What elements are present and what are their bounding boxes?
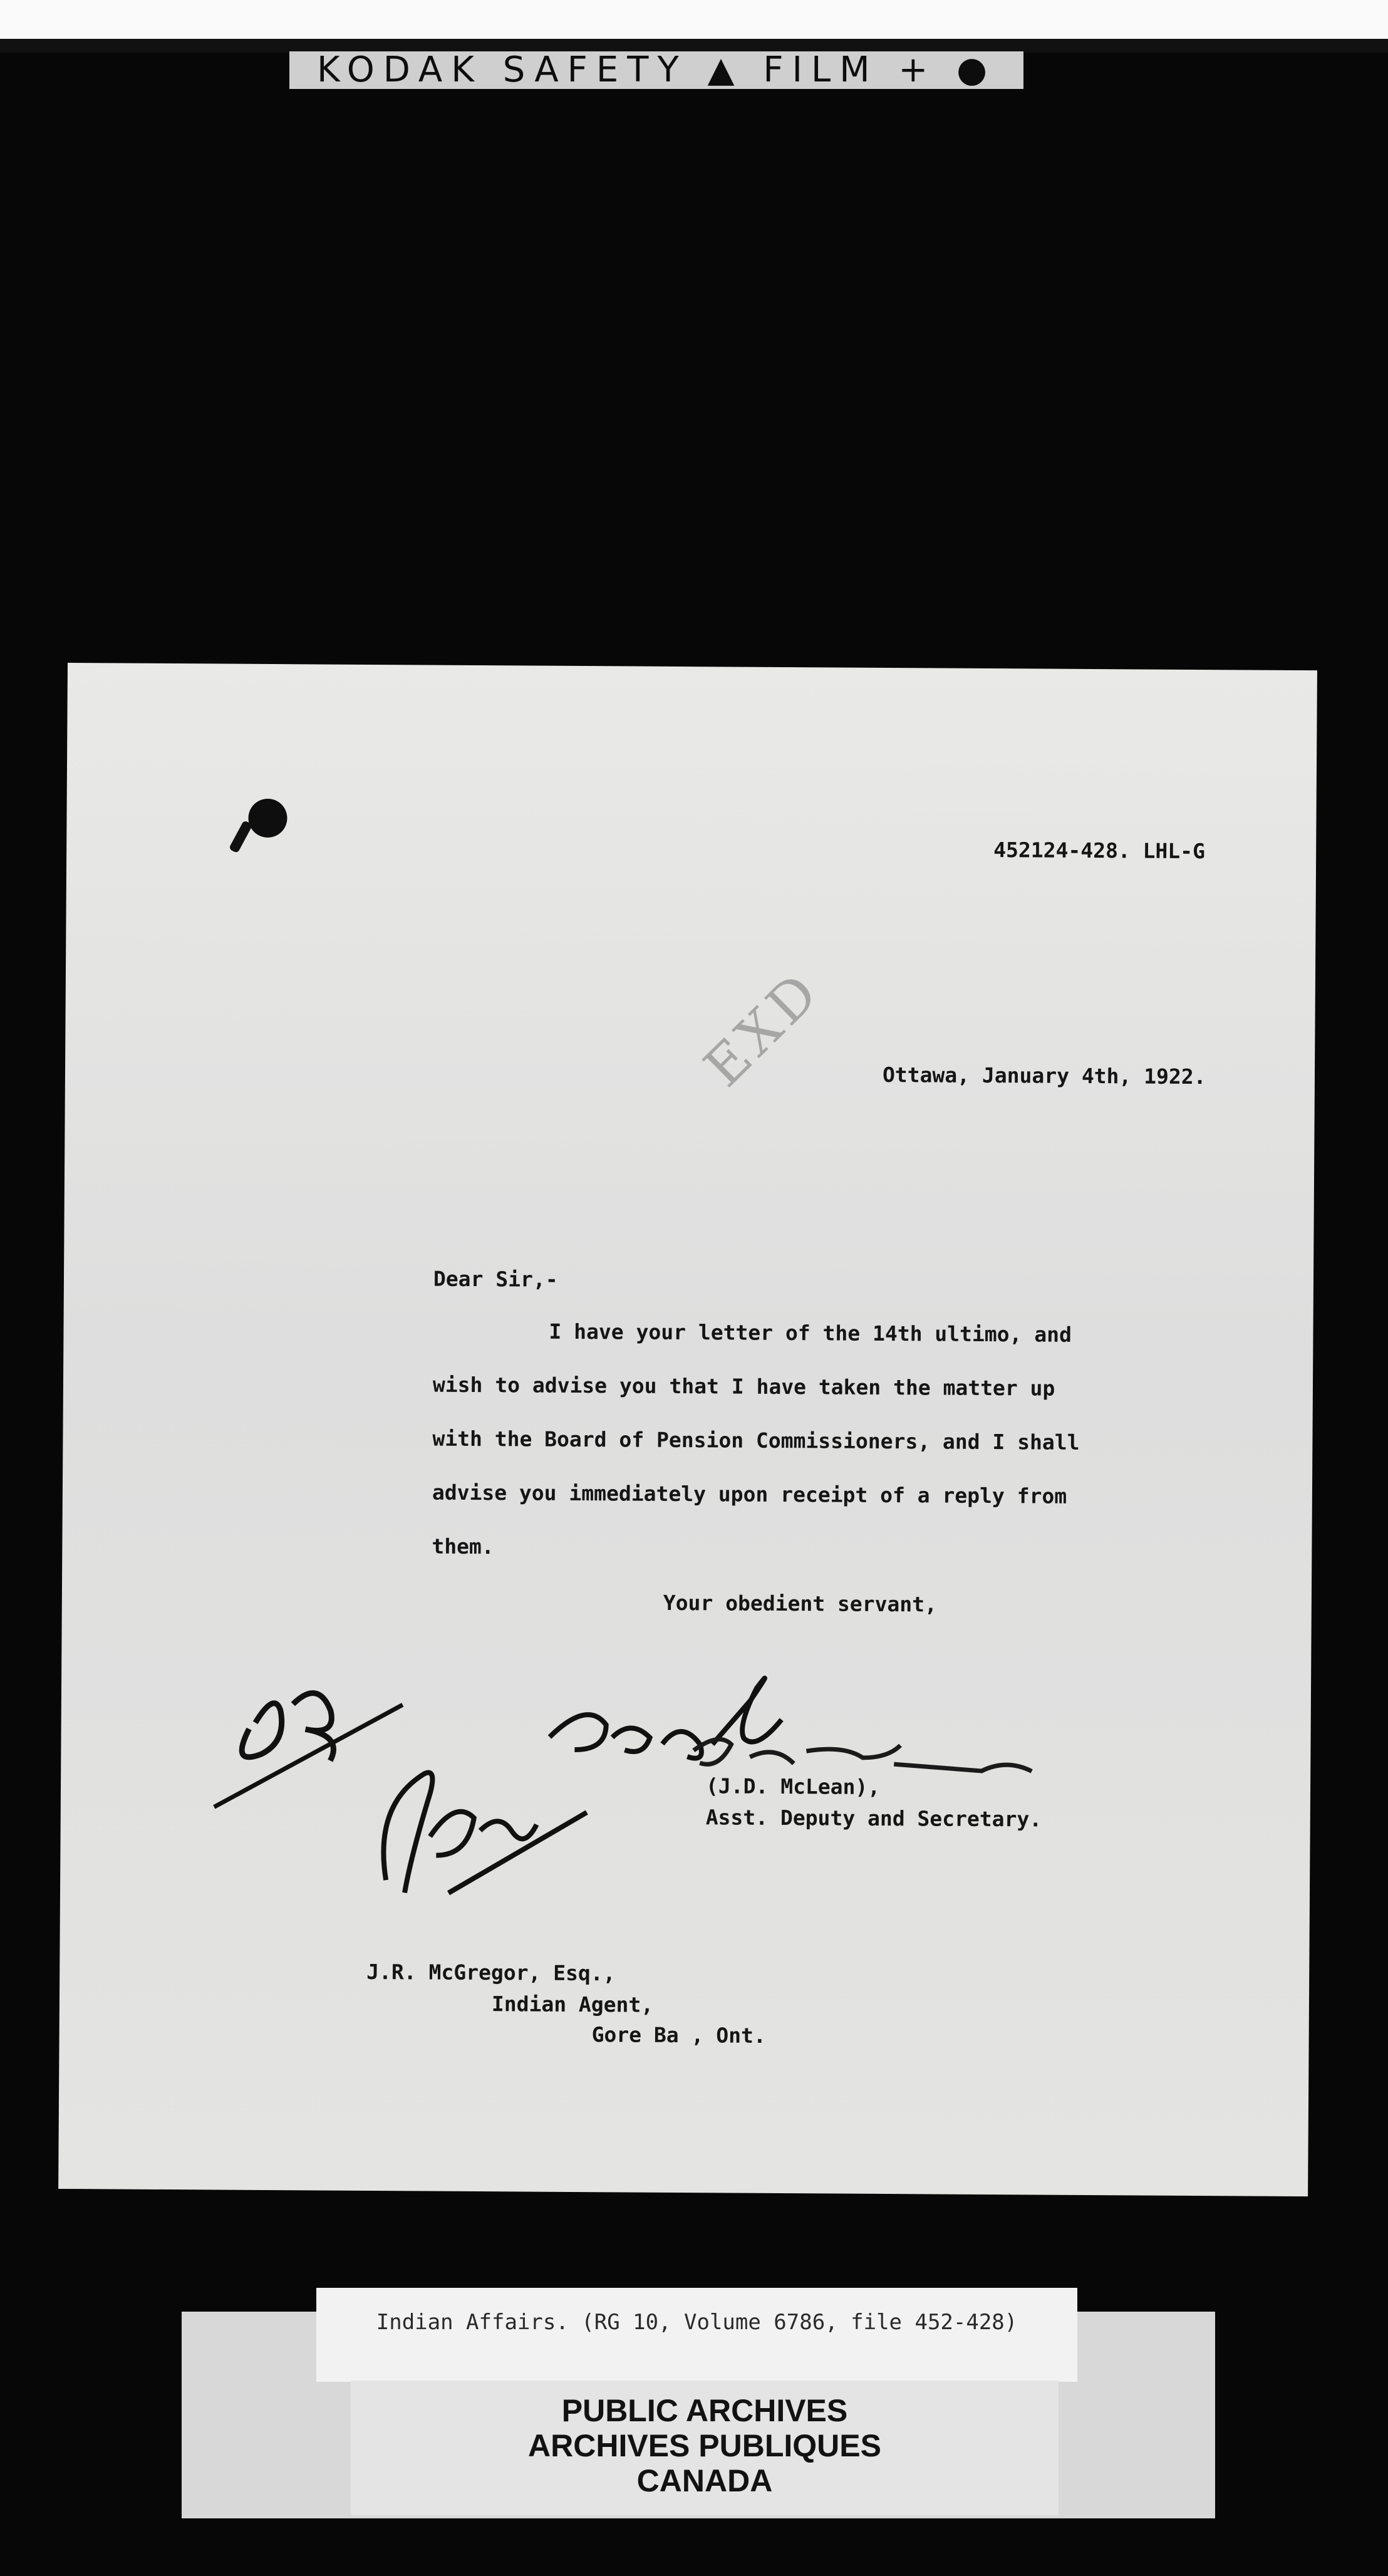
signature-underline (448, 1812, 587, 1894)
archive-label-line: PUBLIC ARCHIVES (561, 2393, 848, 2428)
place-date: Ottawa, January 4th, 1922. (882, 1062, 1206, 1089)
body-line: them. (432, 1534, 494, 1559)
body-line: advise you immediately upon receipt of a reply from (432, 1480, 1067, 1509)
exd-stamp: EXD (692, 958, 834, 1099)
handwritten-signatures (58, 663, 1317, 2196)
signature-mclean (693, 1739, 1032, 1771)
film-edge-marking: KODAK SAFETY ▲ FILM + ● (289, 51, 1023, 89)
film-top-edge (0, 0, 1388, 39)
signer-title: Asst. Deputy and Secretary. (705, 1805, 1042, 1832)
film-border (0, 39, 1388, 53)
archive-reference: Indian Affairs. (RG 10, Volume 6786, file 452-428) (316, 2288, 1077, 2382)
closing: Your obedient servant, (663, 1590, 938, 1617)
body-line: wish to advise you that I have taken the matter up (432, 1372, 1055, 1401)
archive-label (351, 2381, 1059, 2515)
salutation: Dear Sir,- (433, 1266, 558, 1292)
archive-label-line: ARCHIVES PUBLIQUES (528, 2428, 881, 2463)
file-number: 452124-428. LHL-G (993, 838, 1206, 864)
recipient-role: Indian Agent, (491, 1992, 654, 2017)
recipient-address: Gore Ba , Ont. (591, 2022, 766, 2048)
letter-page (58, 663, 1317, 2196)
signer-name: (J.D. McLean), (705, 1774, 881, 1799)
body-line: I have your letter of the 14th ultimo, and (549, 1319, 1072, 1347)
body-line: with the Board of Pension Commissioners, and I shall (432, 1426, 1080, 1455)
recipient-name: J.R. McGregor, Esq., (366, 1959, 616, 1986)
archive-label-line: CANADA (636, 2463, 773, 2498)
